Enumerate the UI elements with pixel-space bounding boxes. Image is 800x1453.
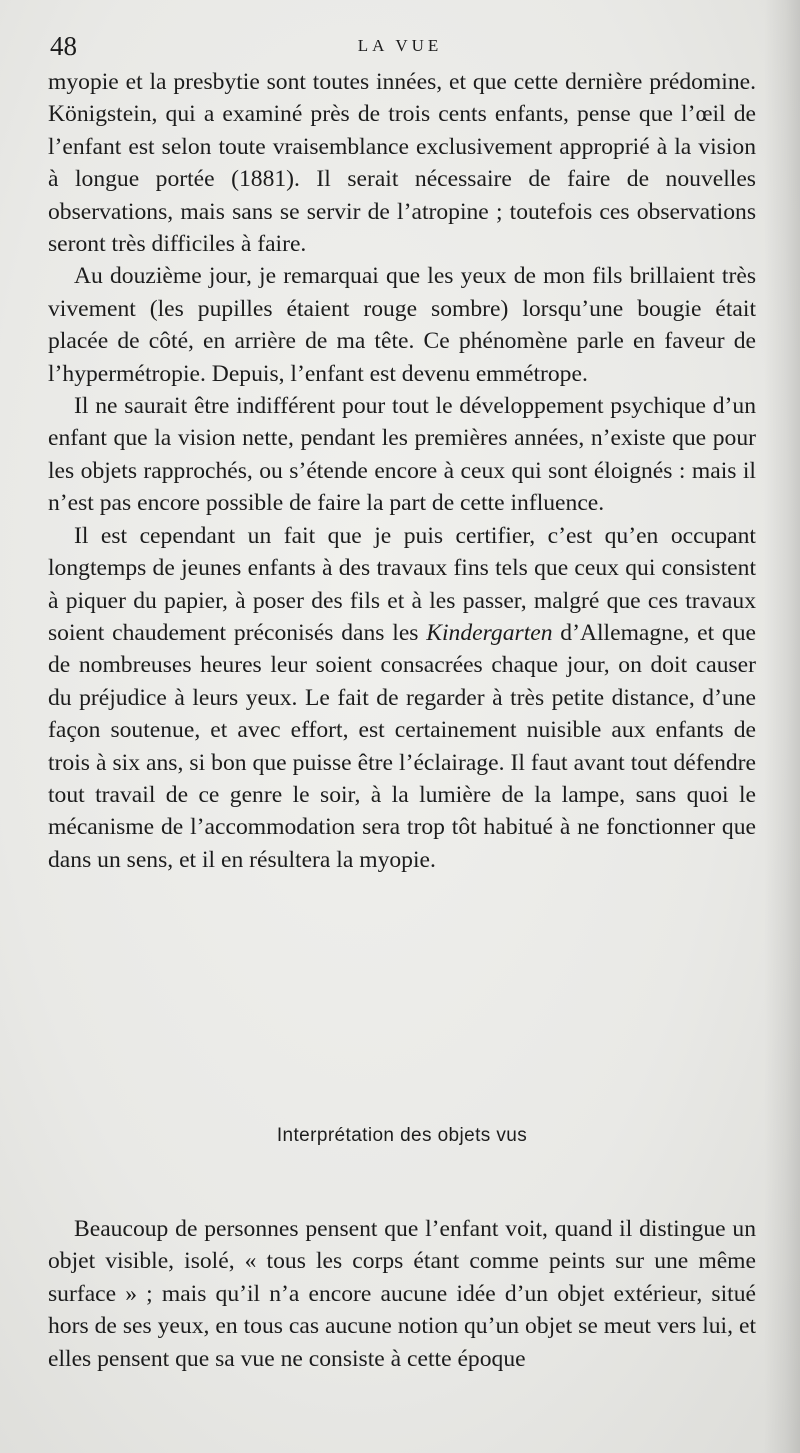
- paragraph-text: Il est cependant un fait que je puis certifier, c’est qu’en occupant longtemps de jeunes enfants à des travaux fins tels que ceux qui consistent à piquer du papier, à poser des fils et à les passer, malgré que ces travaux soient chaudement préconisés dans les: [48, 522, 756, 646]
- italic-term: Kindergarten: [426, 619, 553, 646]
- paragraph: [48, 520, 756, 876]
- paragraph: Il ne saurait être indifférent pour tout le développement psychique d’un enfant que la vision nette, pendant les premières années, n’existe que pour les objets rapprochés, ou s’étende encore à ceux qui sont éloignés : mais il n’est pas encore possible de faire la part de cette influence.: [48, 393, 756, 517]
- page-number: 48: [50, 31, 77, 61]
- paragraph-text: d’Allemagne, et que de nombreuses heures leur soient consacrées chaque jour, on doit causer du préjudice à leurs yeux. Le fait de regarder à très petite distance, d’une façon soutenue, et avec effort, est certainement nuisible aux enfants de trois à six ans, si bon que puisse être l’éclairage. Il faut avant tout défendre tout travail de ce genre le soir, à la lumière de la lampe, sans quoi le mécanisme de l’accommodation sera trop tôt habitué à ne fonctionner que dans un sens, et il en résultera la myopie.: [48, 619, 756, 873]
- running-header: [50, 30, 750, 62]
- paragraph: Beaucoup de personnes pensent que l’enfant voit, quand il distingue un objet visible, isolé, « tous les corps étant comme peints sur une même surface » ; mais qu’il n’a encore aucune idée d’un objet extérieur, situé hors de ses yeux, en tous cas aucune notion qu’un objet se meut vers lui, et elles pensent que sa vue ne consiste à cette époque: [48, 1216, 756, 1372]
- running-title: LA VUE: [357, 36, 443, 55]
- page-edge-shadow: [764, 0, 800, 1453]
- section-text: [48, 1213, 756, 1375]
- main-text: [48, 66, 756, 876]
- section-heading: Interprétation des objets vus: [276, 1125, 528, 1146]
- paragraph: Au douzième jour, je remarquai que les yeux de mon fils brillaient très vivement (les pupilles étaient rouge sombre) lorsqu’une bougie était placée de côté, en arrière de ma tête. Ce phénomène parle en faveur de l’hypermétropie. Depuis, l’enfant est devenu emmétrope.: [48, 263, 756, 387]
- paragraph-continued: myopie et la presbytie sont toutes innées, et que cette dernière prédomine. Königstein, qui a examiné près de trois cents enfants, pense que l’œil de l’enfant est selon toute vraisemblance exclusivement approprié à la vision à longue portée (1881). Il serait nécessaire de faire de nouvelles observations, mais sans se servir de l’atropine ; toutefois ces observations seront très difficiles à faire.: [48, 69, 756, 258]
